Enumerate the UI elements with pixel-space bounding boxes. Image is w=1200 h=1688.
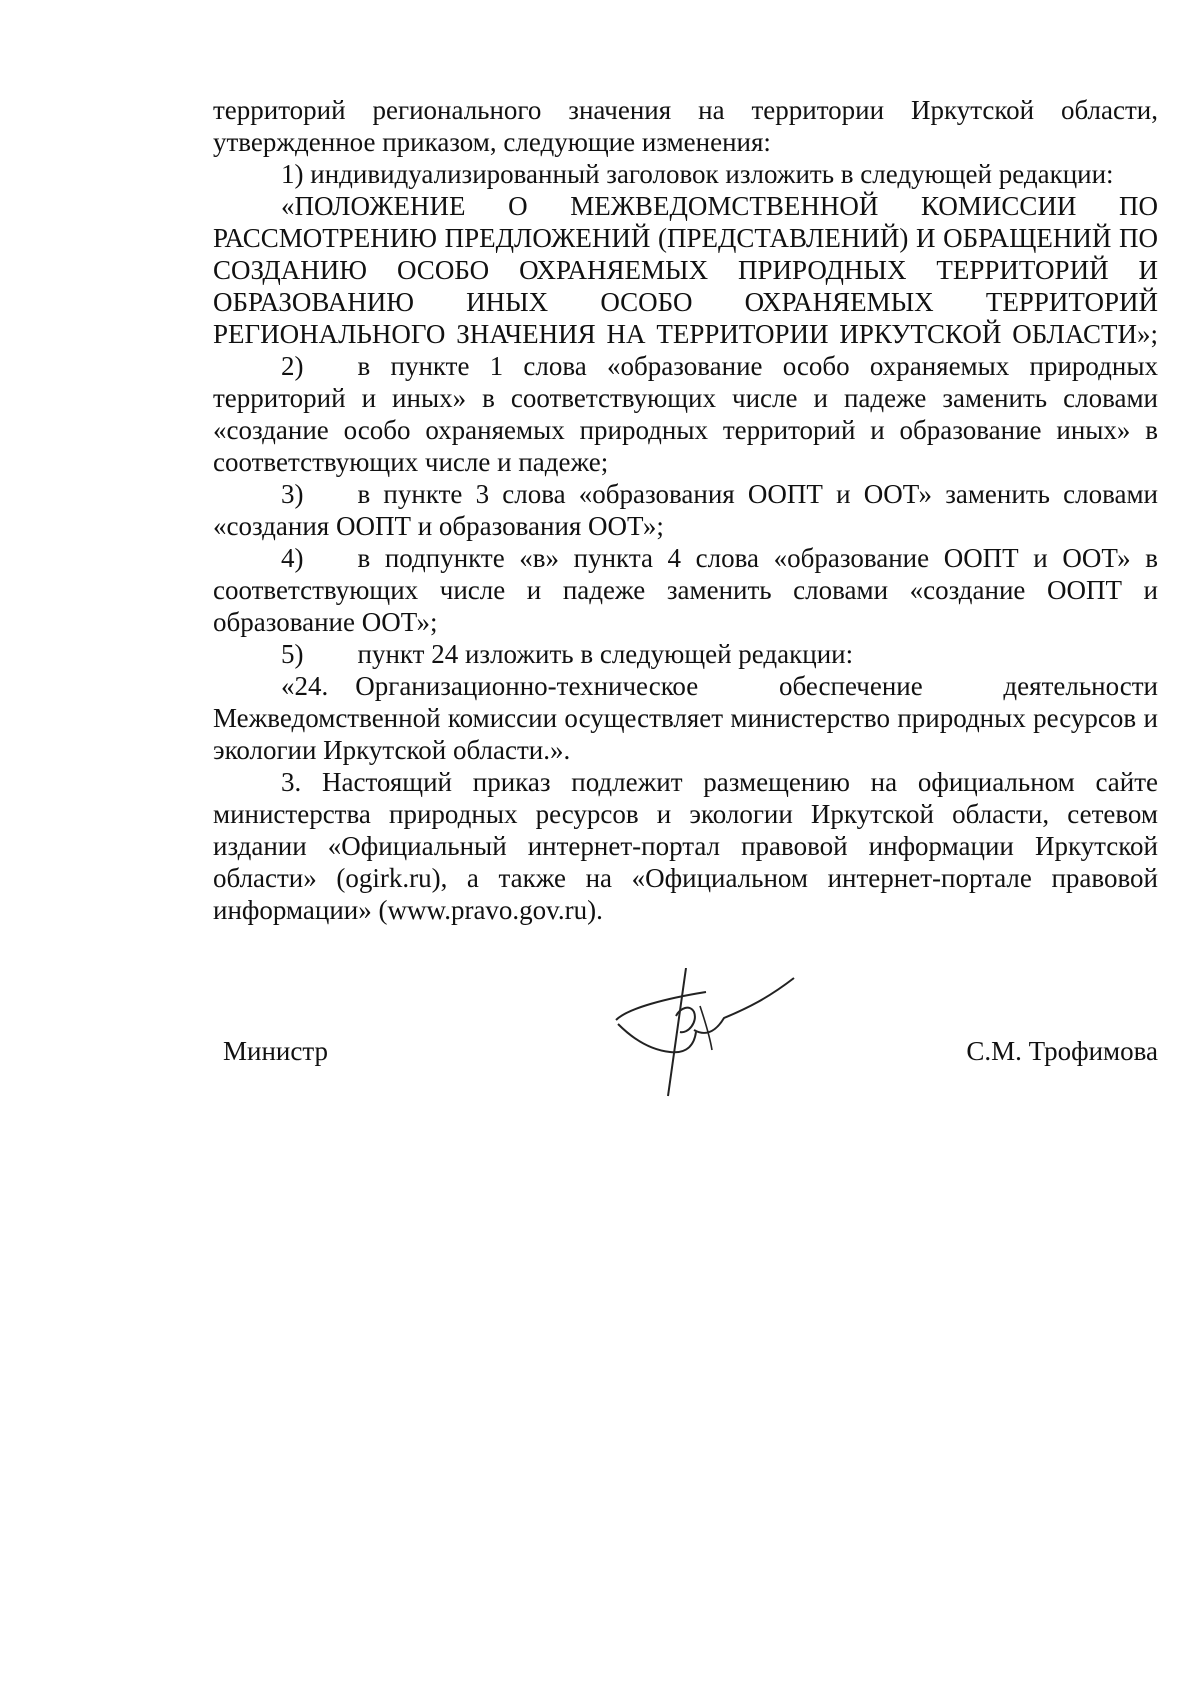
signature-block [213, 1035, 1158, 1075]
paragraph-item-5: 5) пункт 24 изложить в следующей редакции: [281, 639, 854, 669]
paragraph-1: 1) индивидуализированный заголовок изложить в следующей редакции: [281, 159, 1114, 189]
document-body [213, 94, 1158, 926]
handwritten-signature [598, 968, 798, 1098]
paragraph-0: территорий регионального значения на территории Иркутской области, утвержденное приказом, следующие изменения: [213, 95, 1158, 157]
signatory-name: С.М. Трофимова [966, 1036, 1158, 1066]
paragraph-item-2: 2) в пункте 1 слова «образование особо охраняемых природных территорий и иных» в соответствующих числе и падеже заменить словами «создание особо охраняемых природных территорий и образование иных» в соответствующих числе и падеже; [213, 351, 1158, 477]
paragraph-item-24: «24. Организационно-техническое обеспечение деятельности Межведомственной комиссии осуществляет министерство природных ресурсов и экологии Иркутской области.». [213, 671, 1158, 765]
paragraph-heading-quote: «ПОЛОЖЕНИЕ О МЕЖВЕДОМСТВЕННОЙ КОМИССИИ ПО РАССМОТРЕНИЮ ПРЕДЛОЖЕНИЙ (ПРЕДСТАВЛЕНИЙ) И ОБРАЩЕНИЙ ПО СОЗДАНИЮ ОСОБО ОХРАНЯЕМЫХ ПРИРОДНЫХ ТЕРРИТОРИЙ И ОБРАЗОВАНИЮ ИНЫХ ОСОБО ОХРАНЯЕМЫХ ТЕРРИТОРИЙ РЕГИОНАЛЬНОГО ЗНАЧЕНИЯ НА ТЕРРИТОРИИ ИРКУТСКОЙ ОБЛАСТИ»; [213, 191, 1158, 349]
paragraph-item-4: 4) в подпункте «в» пункта 4 слова «образование ООПТ и ООТ» в соответствующих числе и падеже заменить словами «создание ООПТ и образование ООТ»; [213, 543, 1158, 637]
paragraph-3-publication: 3. Настоящий приказ подлежит размещению на официальном сайте министерства природных ресурсов и экологии Иркутской области, сетевом издании «Официальный интернет-портал правовой информации Иркутской области» (ogirk.ru), а также на «Официальном интернет-портале правовой информации» (www.pravo.gov.ru). [213, 767, 1158, 925]
paragraph-item-3: 3) в пункте 3 слова «образования ООПТ и ООТ» заменить словами «создания ООПТ и образования ООТ»; [213, 479, 1158, 541]
signatory-position: Министр [223, 1036, 328, 1066]
